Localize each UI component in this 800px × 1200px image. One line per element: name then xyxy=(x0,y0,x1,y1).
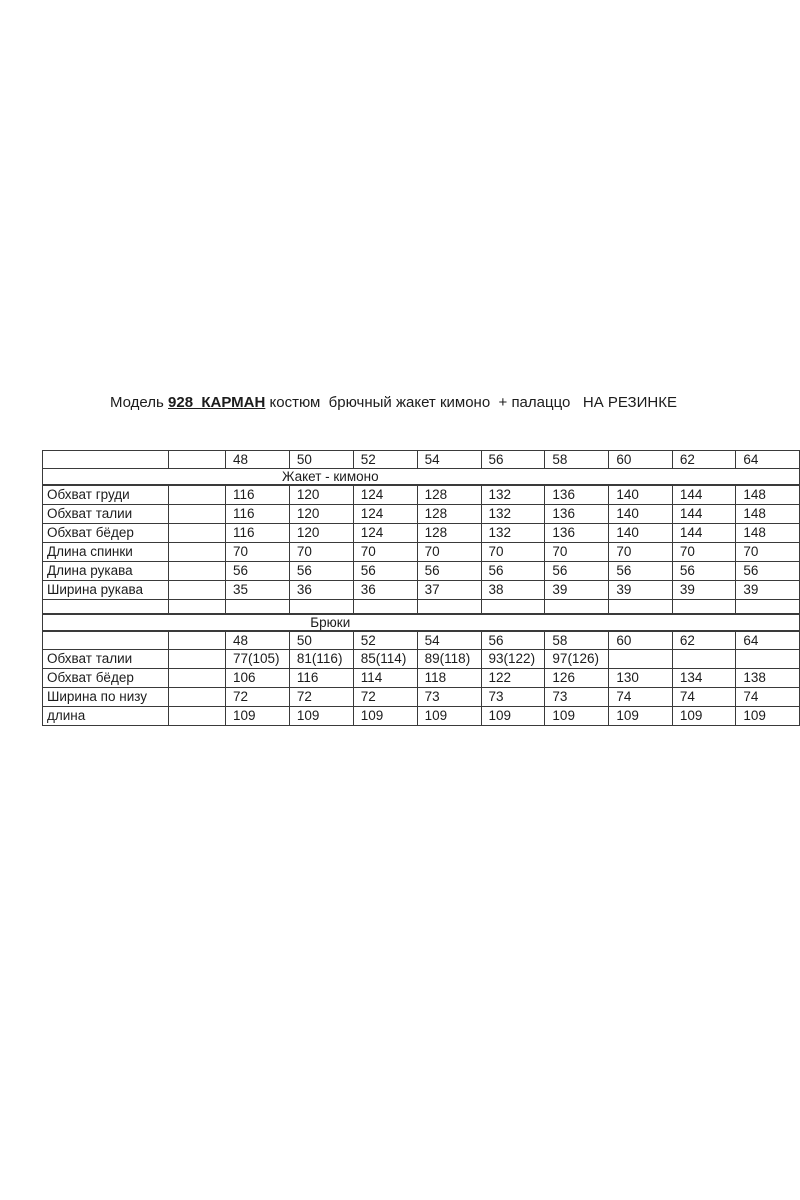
value-cell: 56 xyxy=(736,561,800,580)
value-cell: 56 xyxy=(226,561,290,580)
size-header-cell: 56 xyxy=(481,631,545,649)
table-row xyxy=(43,687,800,706)
value-cell: 74 xyxy=(609,687,673,706)
size-header-cell: 48 xyxy=(226,631,290,649)
row-label-cell: Обхват груди xyxy=(43,485,169,504)
value-cell: 72 xyxy=(353,687,417,706)
value-cell: 36 xyxy=(353,580,417,599)
value-cell: 116 xyxy=(226,504,290,523)
corner-empty-cell xyxy=(43,451,169,469)
table-row xyxy=(43,706,800,725)
value-cell: 97(126) xyxy=(545,649,609,668)
value-cell: 70 xyxy=(609,542,673,561)
table-row xyxy=(43,668,800,687)
value-cell xyxy=(609,649,673,668)
value-cell: 70 xyxy=(226,542,290,561)
table-row xyxy=(43,561,800,580)
value-cell: 77(105) xyxy=(226,649,290,668)
table-row xyxy=(43,485,800,504)
spacer-cell xyxy=(736,599,800,614)
corner-empty-cell xyxy=(43,631,169,649)
value-cell: 56 xyxy=(609,561,673,580)
value-cell: 70 xyxy=(289,542,353,561)
gap-column-cell xyxy=(168,580,225,599)
value-cell: 73 xyxy=(481,687,545,706)
table-row xyxy=(43,599,800,614)
table-row xyxy=(43,451,800,469)
table-row xyxy=(43,523,800,542)
value-cell: 56 xyxy=(672,561,736,580)
value-cell: 124 xyxy=(353,485,417,504)
gap-column-cell xyxy=(168,542,225,561)
value-cell: 116 xyxy=(226,523,290,542)
value-cell: 73 xyxy=(545,687,609,706)
value-cell: 140 xyxy=(609,523,673,542)
table-row xyxy=(43,580,800,599)
title-prefix: Модель xyxy=(110,394,169,411)
value-cell: 70 xyxy=(545,542,609,561)
row-label-cell: Длина рукава xyxy=(43,561,169,580)
value-cell: 56 xyxy=(481,561,545,580)
value-cell: 74 xyxy=(672,687,736,706)
table-row xyxy=(43,469,800,486)
value-cell xyxy=(736,649,800,668)
value-cell: 120 xyxy=(289,523,353,542)
section-title-cell xyxy=(43,614,800,631)
size-header-cell: 64 xyxy=(736,631,800,649)
size-header-cell: 54 xyxy=(417,451,481,469)
document-title xyxy=(110,394,677,411)
spacer-cell xyxy=(545,599,609,614)
gap-column-cell xyxy=(168,687,225,706)
value-cell: 56 xyxy=(353,561,417,580)
value-cell: 35 xyxy=(226,580,290,599)
row-label-cell: Ширина по низу xyxy=(43,687,169,706)
value-cell: 136 xyxy=(545,485,609,504)
row-label-cell: длина xyxy=(43,706,169,725)
value-cell: 70 xyxy=(353,542,417,561)
size-header-cell: 58 xyxy=(545,631,609,649)
value-cell: 109 xyxy=(545,706,609,725)
row-label-cell: Длина спинки xyxy=(43,542,169,561)
size-header-cell: 60 xyxy=(609,631,673,649)
table-row xyxy=(43,631,800,649)
size-header-cell: 64 xyxy=(736,451,800,469)
gap-column-cell xyxy=(168,649,225,668)
value-cell xyxy=(672,649,736,668)
spacer-label-cell xyxy=(43,599,169,614)
size-header-cell: 58 xyxy=(545,451,609,469)
value-cell: 39 xyxy=(609,580,673,599)
value-cell: 134 xyxy=(672,668,736,687)
gap-column-cell xyxy=(168,706,225,725)
value-cell: 109 xyxy=(289,706,353,725)
value-cell: 144 xyxy=(672,485,736,504)
value-cell: 132 xyxy=(481,523,545,542)
size-header-cell: 48 xyxy=(226,451,290,469)
value-cell: 148 xyxy=(736,523,800,542)
spacer-cell xyxy=(672,599,736,614)
value-cell: 70 xyxy=(672,542,736,561)
row-label-cell: Обхват талии xyxy=(43,504,169,523)
title-suffix: костюм брючный жакет кимоно + палаццо НА РЕЗИНКЕ xyxy=(265,394,677,411)
value-cell: 72 xyxy=(226,687,290,706)
row-label-cell: Ширина рукава xyxy=(43,580,169,599)
gap-column-cell xyxy=(168,504,225,523)
value-cell: 132 xyxy=(481,485,545,504)
section-title-cell xyxy=(43,469,800,486)
gap-column-cell xyxy=(168,561,225,580)
value-cell: 38 xyxy=(481,580,545,599)
value-cell: 122 xyxy=(481,668,545,687)
value-cell: 124 xyxy=(353,504,417,523)
value-cell: 109 xyxy=(226,706,290,725)
value-cell: 85(114) xyxy=(353,649,417,668)
value-cell: 140 xyxy=(609,504,673,523)
spacer-cell xyxy=(353,599,417,614)
value-cell: 37 xyxy=(417,580,481,599)
value-cell: 128 xyxy=(417,523,481,542)
value-cell: 144 xyxy=(672,523,736,542)
value-cell: 39 xyxy=(672,580,736,599)
size-header-cell: 52 xyxy=(353,451,417,469)
size-header-cell: 62 xyxy=(672,451,736,469)
value-cell: 89(118) xyxy=(417,649,481,668)
value-cell: 128 xyxy=(417,504,481,523)
size-table-rows xyxy=(43,451,800,726)
gap-column-cell xyxy=(168,523,225,542)
size-header-cell: 54 xyxy=(417,631,481,649)
value-cell: 36 xyxy=(289,580,353,599)
section-title: Брюки xyxy=(310,615,351,630)
value-cell: 130 xyxy=(609,668,673,687)
value-cell: 81(116) xyxy=(289,649,353,668)
value-cell: 70 xyxy=(417,542,481,561)
value-cell: 73 xyxy=(417,687,481,706)
value-cell: 120 xyxy=(289,485,353,504)
value-cell: 109 xyxy=(417,706,481,725)
size-header-cell: 62 xyxy=(672,631,736,649)
spacer-cell xyxy=(481,599,545,614)
value-cell: 118 xyxy=(417,668,481,687)
value-cell: 39 xyxy=(545,580,609,599)
title-model-number: 928 КАРМАН xyxy=(168,394,266,411)
gap-column-cell xyxy=(168,668,225,687)
table-row xyxy=(43,649,800,668)
gap-column-cell xyxy=(168,631,225,649)
value-cell: 124 xyxy=(353,523,417,542)
size-header-cell: 52 xyxy=(353,631,417,649)
value-cell: 136 xyxy=(545,523,609,542)
value-cell: 132 xyxy=(481,504,545,523)
value-cell: 72 xyxy=(289,687,353,706)
value-cell: 140 xyxy=(609,485,673,504)
value-cell: 144 xyxy=(672,504,736,523)
table-row xyxy=(43,614,800,631)
value-cell: 109 xyxy=(481,706,545,725)
spacer-cell xyxy=(417,599,481,614)
size-header-cell: 50 xyxy=(289,451,353,469)
value-cell: 109 xyxy=(672,706,736,725)
size-chart-table xyxy=(42,450,800,726)
spacer-cell xyxy=(609,599,673,614)
spacer-cell xyxy=(289,599,353,614)
size-header-cell: 50 xyxy=(289,631,353,649)
table-row xyxy=(43,542,800,561)
value-cell: 39 xyxy=(736,580,800,599)
value-cell: 109 xyxy=(353,706,417,725)
value-cell: 136 xyxy=(545,504,609,523)
value-cell: 109 xyxy=(736,706,800,725)
row-label-cell: Обхват бёдер xyxy=(43,523,169,542)
value-cell: 70 xyxy=(481,542,545,561)
gap-column-cell xyxy=(168,485,225,504)
size-header-cell: 56 xyxy=(481,451,545,469)
value-cell: 148 xyxy=(736,504,800,523)
gap-column-cell xyxy=(168,599,225,614)
value-cell: 74 xyxy=(736,687,800,706)
value-cell: 56 xyxy=(545,561,609,580)
value-cell: 126 xyxy=(545,668,609,687)
value-cell: 56 xyxy=(417,561,481,580)
value-cell: 128 xyxy=(417,485,481,504)
spacer-cell xyxy=(226,599,290,614)
value-cell: 116 xyxy=(289,668,353,687)
value-cell: 93(122) xyxy=(481,649,545,668)
value-cell: 56 xyxy=(289,561,353,580)
value-cell: 138 xyxy=(736,668,800,687)
value-cell: 116 xyxy=(226,485,290,504)
value-cell: 106 xyxy=(226,668,290,687)
section-title: Жакет - кимоно xyxy=(281,469,379,484)
value-cell: 120 xyxy=(289,504,353,523)
value-cell: 114 xyxy=(353,668,417,687)
value-cell: 70 xyxy=(736,542,800,561)
gap-column-cell xyxy=(168,451,225,469)
row-label-cell: Обхват бёдер xyxy=(43,668,169,687)
value-cell: 109 xyxy=(609,706,673,725)
value-cell: 148 xyxy=(736,485,800,504)
table-row xyxy=(43,504,800,523)
size-header-cell: 60 xyxy=(609,451,673,469)
row-label-cell: Обхват талии xyxy=(43,649,169,668)
